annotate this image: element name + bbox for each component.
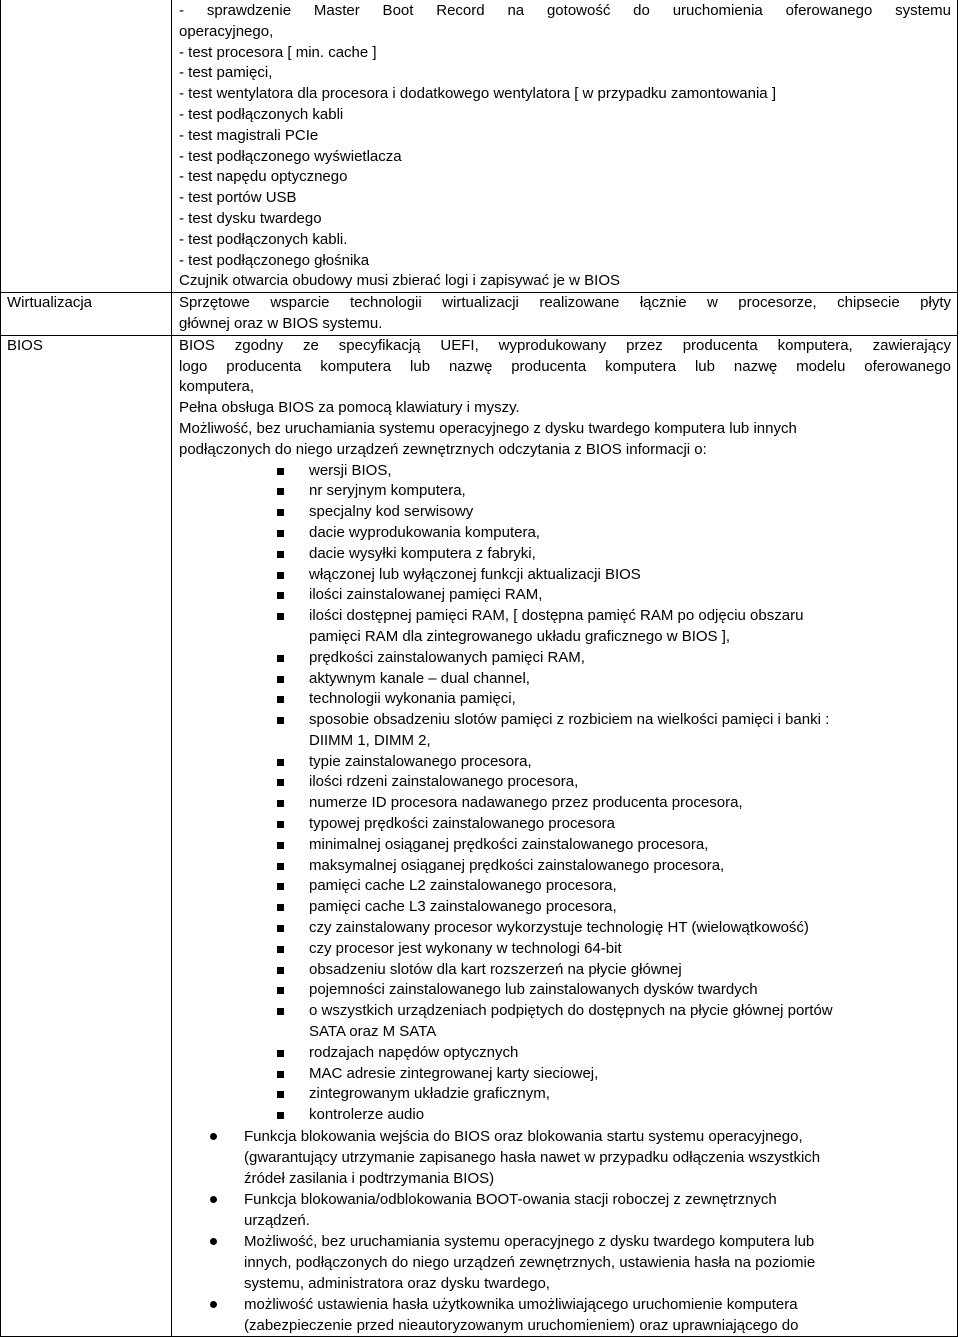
bios-feature-text: innych, podłączonych do niego urządzeń zewnętrznych, ustawienia hasła na poziomie [244,1254,816,1272]
bios-info-item [179,960,951,981]
bios-info-text: aktywnym kanale – dual channel, [309,669,530,687]
chassis-sensor-line: Czujnik otwarcia obudowy musi zbierać logi i zapisywać je w BIOS [179,272,621,290]
bios-feature-text: źródeł zasilania i podtrzymania BIOS) [244,1170,495,1188]
bios-info-item [179,918,951,939]
bios-info-item [179,793,951,814]
bios-info-item [179,939,951,960]
bios-info-text: o wszystkich urządzeniach podpiętych do dostępnych na płycie głównej portów [309,1002,833,1020]
bios-info-item [179,772,951,793]
square-bullet-icon [277,1050,284,1057]
test-line: - test podłączonych kabli [179,105,344,123]
bios-feature-continuation [179,1168,951,1189]
bios-info-text: minimalnej osiąganej prędkości zainstalowanego procesora, [309,835,709,853]
bios-info-text: dacie wyprodukowania komputera, [309,523,540,541]
square-bullet-icon [277,1008,284,1015]
square-bullet-icon [277,1071,284,1078]
test-line: - test napędu optycznego [179,168,348,186]
square-bullet-icon [277,613,284,620]
bios-info-text: typowej prędkości zainstalowanego procesora [309,815,616,833]
table-row-tests [1,0,958,293]
bios-info-text: technologii wykonania pamięci, [309,690,516,708]
bios-info-item [179,897,951,918]
square-bullet-icon [277,488,284,495]
bios-info-text: czy procesor jest wykonany w technologi 64-bit [309,939,622,957]
square-bullet-icon [277,592,284,599]
bios-info-text: włączonej lub wyłączonej funkcji aktualizacji BIOS [309,565,641,583]
square-bullet-icon [277,655,284,662]
bios-info-item [179,606,951,627]
virtualization-label: Wirtualizacja [7,294,93,312]
bios-feature-text: Możliwość, bez uruchamiania systemu operacyjnego z dysku twardego komputera lub [244,1233,815,1251]
row-label-virtualization [1,293,172,336]
bios-info-text: czy zainstalowany procesor wykorzystuje technologię HT (wielowątkowość) [309,919,809,937]
bios-info-text: specjalny kod serwisowy [309,503,474,521]
square-bullet-icon [277,987,284,994]
square-bullet-icon [277,821,284,828]
bios-feature-continuation [179,1210,951,1231]
bios-info-item [179,689,951,710]
bios-info-text: numerze ID procesora nadawanego przez producenta procesora, [309,794,743,812]
square-bullet-icon [277,1112,284,1119]
bios-info-text: ilości zainstalowanej pamięci RAM, [309,586,543,604]
round-bullet-icon [210,1238,217,1245]
test-line: operacyjnego, [179,22,274,40]
square-bullet-icon [277,1091,284,1098]
bios-info-item [179,585,951,606]
test-line: - test podłączonych kabli. [179,230,348,248]
bios-info-item [179,980,951,1001]
bios-info-text: zintegrowanym układzie graficznym, [309,1085,550,1103]
bios-feature-continuation [179,1252,951,1273]
bios-info-item-continuation [179,627,951,648]
bios-info-item [179,648,951,669]
round-bullet-icon [210,1301,217,1308]
bios-feature-item [179,1231,951,1252]
bios-feature-text: Funkcja blokowania wejścia do BIOS oraz blokowania startu systemu operacyjnego, [244,1128,803,1146]
bios-feature-continuation [179,1273,951,1294]
bios-info-item [179,669,951,690]
bios-info-text: wersji BIOS, [309,461,392,479]
bios-info-item [179,523,951,544]
bios-feature-item [179,1294,951,1315]
bios-info-item-continuation [179,1022,951,1043]
square-bullet-icon [277,468,284,475]
bios-info-text: obsadzeniu slotów dla kart rozszerzeń na płycie głównej [309,960,682,978]
bios-intro-line: Możliwość, bez uruchamiania systemu operacyjnego z dysku twardego komputera lub innych [179,419,797,437]
bios-info-text: sposobie obsadzeniu slotów pamięci z rozbiciem na wielkości pamięci i banki : [309,711,830,729]
bios-info-item [179,856,951,877]
bios-info-item [179,814,951,835]
round-bullet-icon [210,1196,217,1203]
test-line: - test dysku twardego [179,209,322,227]
bios-feature-item [179,1189,951,1210]
square-bullet-icon [277,883,284,890]
square-bullet-icon [277,967,284,974]
bios-feature-item [179,1126,951,1147]
bios-intro-line: podłączonych do niego urządzeń zewnętrznych odczytania z BIOS informacji o: [179,440,707,458]
round-bullet-icon [210,1133,217,1140]
bios-feature-text: możliwość ustawienia hasła użytkownika umożliwiającego uruchomienie komputera [244,1296,798,1314]
square-bullet-icon [277,925,284,932]
test-line: - test podłączonego wyświetlacza [179,147,402,165]
bios-info-text: maksymalnej osiąganej prędkości zainstalowanego procesora, [309,856,725,874]
bios-info-text: DIIMM 1, DIMM 2, [309,731,431,749]
bios-info-item [179,710,951,731]
bios-info-item [179,544,951,565]
table-row-bios [1,335,958,1336]
square-bullet-icon [277,946,284,953]
virtualization-text: głównej oraz w BIOS systemu. [179,314,383,332]
bios-info-item [179,1043,951,1064]
bios-feature-text: (gwarantujący utrzymanie zapisanego hasła nawet w przypadku odłączenia wszystkich [244,1149,821,1167]
bios-info-text: prędkości zainstalowanych pamięci RAM, [309,648,585,666]
bios-info-list [179,461,951,1127]
square-bullet-icon [277,800,284,807]
table-row-virtualization [1,293,958,336]
bios-info-text: pojemności zainstalowanego lub zainstalowanych dysków twardych [309,981,758,999]
bios-info-text: ilości dostępnej pamięci RAM, [ dostępna pamięć RAM po odjęciu obszaru [309,607,804,625]
square-bullet-icon [277,759,284,766]
square-bullet-icon [277,717,284,724]
square-bullet-icon [277,530,284,537]
square-bullet-icon [277,842,284,849]
bios-info-item [179,876,951,897]
bios-info-item [179,565,951,586]
bios-info-text: nr seryjnym komputera, [309,482,466,500]
square-bullet-icon [277,696,284,703]
bios-info-text: SATA oraz M SATA [309,1023,437,1041]
test-line: - sprawdzenie Master Boot Record na gotowość do uruchomienia oferowanego systemu [179,2,951,19]
bios-info-text: kontrolerze audio [309,1106,425,1124]
bios-info-item-continuation [179,731,951,752]
square-bullet-icon [277,779,284,786]
square-bullet-icon [277,551,284,558]
square-bullet-icon [277,863,284,870]
bios-info-item [179,752,951,773]
test-line: - test portów USB [179,189,297,207]
square-bullet-icon [277,509,284,516]
bios-info-item [179,461,951,482]
bios-info-text: dacie wysyłki komputera z fabryki, [309,544,536,562]
bios-feature-continuation [179,1147,951,1168]
bios-cell [172,335,958,1336]
bios-info-text: pamięci RAM dla zintegrowanego układu graficznego w BIOS ], [309,627,731,645]
virtualization-cell [172,293,958,336]
bios-info-text: pamięci cache L2 zainstalowanego procesora, [309,877,617,895]
bios-feature-text: systemu, administratora oraz dysku twardego, [244,1275,550,1293]
tests-cell [172,0,958,293]
bios-info-text: rodzajach napędów optycznych [309,1043,519,1061]
bios-info-text: pamięci cache L3 zainstalowanego procesora, [309,898,617,916]
bios-feature-text: (zabezpieczenie przed nieautoryzowanym uruchomieniem) oraz uprawniającego do [244,1317,799,1335]
square-bullet-icon [277,904,284,911]
test-line: - test procesora [ min. cache ] [179,43,377,61]
bios-info-text: MAC adresie zintegrowanej karty sieciowej, [309,1064,599,1082]
square-bullet-icon [277,676,284,683]
virtualization-text: Sprzętowe wsparcie technologii wirtualizacji realizowane łącznie w procesorze, chipsecie płyty [179,294,951,312]
bios-feature-list [179,1126,951,1336]
bios-info-item [179,1064,951,1085]
bios-info-item [179,502,951,523]
test-line: - test podłączonego głośnika [179,251,370,269]
row-label-bios [1,335,172,1336]
bios-intro-line: logo producenta komputera lub nazwę producenta komputera lub nazwę modelu oferowanego [179,357,951,375]
row-label-empty [1,0,172,293]
square-bullet-icon [277,572,284,579]
bios-intro-line: BIOS zgodny ze specyfikacją UEFI, wyprodukowany przez producenta komputera, zawierający [179,336,951,354]
test-line: - test wentylatora dla procesora i dodatkowego wentylatora [ w przypadku zamontowania ] [179,85,776,103]
bios-intro-line: Pełna obsługa BIOS za pomocą klawiatury i myszy. [179,399,520,417]
bios-label: BIOS [7,336,43,354]
bios-info-text: ilości rdzeni zainstalowanego procesora, [309,773,579,791]
bios-intro-line: komputera, [179,378,255,396]
test-line: - test magistrali PCIe [179,126,319,144]
bios-info-item [179,1105,951,1126]
bios-info-item [179,1001,951,1022]
bios-feature-text: Funkcja blokowania/odblokowania BOOT-owania stacji roboczej z zewnętrznych [244,1191,777,1209]
bios-info-item [179,481,951,502]
bios-info-item [179,835,951,856]
bios-feature-text: urządzeń. [244,1212,310,1230]
bios-info-item [179,1084,951,1105]
bios-info-text: typie zainstalowanego procesora, [309,752,532,770]
test-line: - test pamięci, [179,64,273,82]
